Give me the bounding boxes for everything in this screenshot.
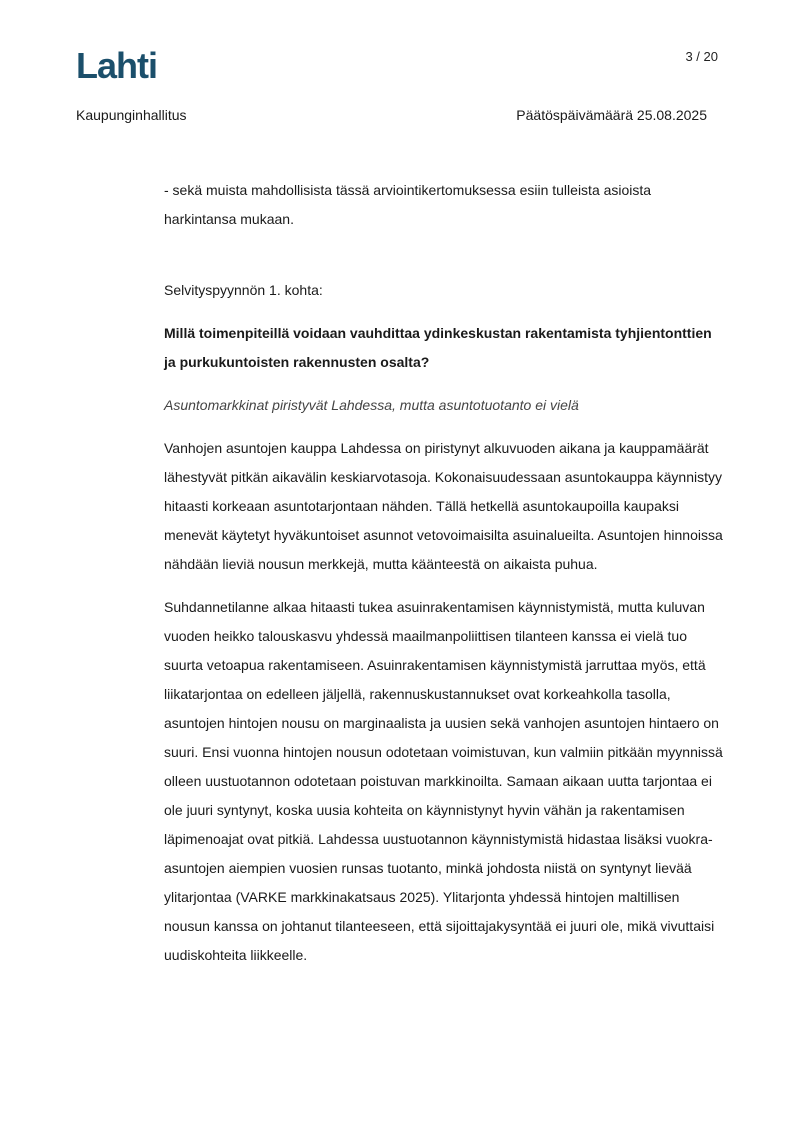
svg-text:Lahti: Lahti bbox=[76, 48, 157, 82]
paragraph-1: Vanhojen asuntojen kauppa Lahdessa on piristynyt alkuvuoden aikana ja kauppamäärät lähestyvät pitkän aikavälin keskiarvotasoja. Kokonaisuudessaan asuntokauppa käynnistyy hitaasti korkeaan asuntotarjontaan nähden. Tällä hetkellä asuntokaupoilla kaupaksi menevät käytetyt hyväkuntoiset asunnot vetovoimaisilta asuinalueilta. Asuntojen hinnoissa nähdään lieviä nousun merkkejä, mutta käänteestä on aikaista puhua. bbox=[164, 440, 723, 572]
subheading: Asuntomarkkinat piristyvät Lahdessa, mutta asuntotuotanto ei vielä bbox=[164, 397, 579, 413]
section-label: Selvityspyynnön 1. kohta: bbox=[164, 282, 323, 298]
question-heading: Millä toimenpiteillä voidaan vauhdittaa ydinkeskustan rakentamista tyhjientonttien ja purkukuntoisten rakennusten osalta? bbox=[164, 325, 712, 370]
lahti-logo bbox=[76, 48, 168, 82]
paragraph-2: Suhdannetilanne alkaa hitaasti tukea asuinrakentamisen käynnistymistä, mutta kuluvan vuoden heikko talouskasvu yhdessä maailmanpoliittisen tilanteen kanssa ei vielä tuo suurta vetoapua rakentamiseen. Asuinrakentamisen käynnistymistä jarruttaa myös, että liikatarjontaa on edelleen jäljellä, rakennuskustannukset ovat korkeahkolla tasolla, asuntojen hintojen nousu on marginaalista ja uusien sekä vanhojen asuntojen hintaero on suuri. Ensi vuonna hintojen nousun odotetaan voimistuvan, kun valmiin pitkään myynnissä olleen uustuotannon odotetaan poistuvan markkinoilta. Samaan aikaan uutta tarjontaa ei ole juuri syntynyt, koska uusia kohteita on käynnistynyt hyvin vähän ja rakentamisen läpimenoajat ovat pitkiä. Lahdessa uustuotannon käynnistymistä hidastaa lisäksi vuokra-asuntojen aiempien vuosien runsas tuotanto, minkä johdosta niistä on syntynyt lievää ylitarjontaa (VARKE markkinakatsaus 2025). Ylitarjonta yhdessä hintojen maltillisen nousun kanssa on johtanut tilanteeseen, että sijoittajakysyntää ei juuri ole, mikä vivuttaisi uudiskohteita liikkeelle. bbox=[164, 599, 723, 963]
page-number: 3 / 20 bbox=[685, 49, 718, 64]
organization-name: Kaupunginhallitus bbox=[76, 107, 187, 123]
intro-text: - sekä muista mahdollisista tässä arviointikertomuksessa esiin tulleista asioista harkintansa mukaan. bbox=[164, 182, 652, 227]
document-body bbox=[164, 176, 724, 984]
decision-date: Päätöspäivämäärä 25.08.2025 bbox=[516, 107, 707, 123]
